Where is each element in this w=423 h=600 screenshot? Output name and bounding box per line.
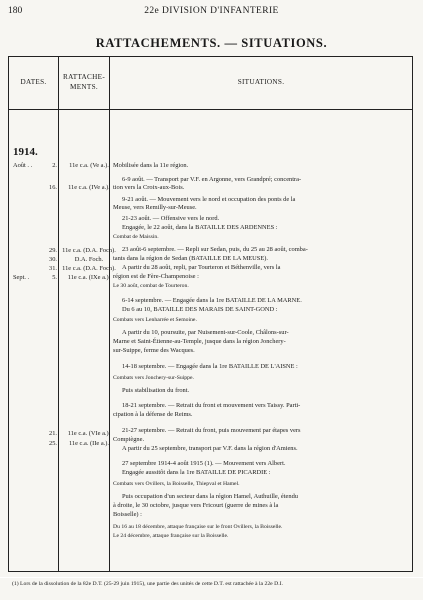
page-header <box>8 6 415 20</box>
situation-line: Du 16 au 18 décembre, attaque française sur le front Ovillers, la Boisselle. <box>113 524 283 530</box>
situation-line: 21-27 septembre. — Retrait du front, puis mouvement par étapes vers <box>122 427 301 434</box>
situation-line: à droite, le 30 octobre, jusque vers Fricourt (guerre de mines à la <box>113 502 279 509</box>
footnote-rule <box>0 577 423 578</box>
rattachement: 11e c.a. (IXe a.). <box>67 274 111 281</box>
date-day: 30. <box>49 256 57 263</box>
column-divider <box>109 57 110 571</box>
date-day: 29. <box>49 247 57 254</box>
footnote: (1) Lors de la dissolution de la 82e D.T. (25-29 juin 1915), une partie des unités de cette D.T. est rattachée à la 22e D.I. <box>12 581 283 587</box>
situation-line: 6-14 septembre. — Engagée dans la 1re BATAILLE DE LA MARNE. <box>122 297 302 304</box>
situation-line: 14-18 septembre. — Engagée dans la 1re BATAILLE DE L'AISNE : <box>122 363 298 370</box>
situation-line: Compiègne. <box>113 436 145 443</box>
situation-line: 18-21 septembre. — Retrait du front et mouvement vers Taissy. Parti- <box>122 402 301 409</box>
column-header-situations: SITUATIONS. <box>237 78 285 87</box>
situation-line: A partir du 10, poursuite, par Nuisement-sur-Coole, Châlons-sur- <box>122 329 289 336</box>
year-label: 1914. <box>13 146 38 158</box>
situation-line: Le 24 décembre, attaque française sur la Boisselle. <box>113 533 229 539</box>
situation-line: 27 septembre 1914-4 août 1915 (1). — Mouvement vers Albert. <box>122 460 286 467</box>
date-day: 2. <box>52 162 57 169</box>
situation-line: Combats vers Lenharrée et Semoine. <box>113 317 197 323</box>
situation-line: 23 août-6 septembre. — Repli sur Sedan, puis, du 25 au 28 août, comba- <box>122 246 308 253</box>
page-number: 180 <box>8 6 23 16</box>
date-month: Août . . <box>13 162 33 169</box>
rattachement: 11e c.a. (IIe a.). <box>68 440 110 447</box>
section-title: RATTACHEMENTS. — SITUATIONS. <box>95 36 328 50</box>
date-day: 16. <box>49 184 57 191</box>
column-divider <box>58 57 59 571</box>
situation-line: Combats vers Ovillers, la Boisselle, Thiepval et Hamel. <box>113 481 240 487</box>
rattachement: 11e c.a. (D.A. Foch). <box>62 265 116 272</box>
situation-line: A partir du 28 août, repli, par Tourteron et Béthenville, vers la <box>122 264 281 271</box>
situation-line: tants dans la région de Sedan (BATAILLE DE LA MEUSE). <box>113 255 268 262</box>
date-day: 31. <box>49 265 57 272</box>
situation-line: Meuse, vers Remilly-sur-Meuse. <box>113 204 197 211</box>
situation-line: 21-23 août. — Offensive vers le nord. <box>122 215 220 222</box>
date-day: 25. <box>49 440 57 447</box>
situation-line: Puis occupation d'un secteur dans la région Hamel, Authuille, étendu <box>122 493 298 500</box>
situation-line: Combats vers Jonchery-sur-Suippe. <box>113 375 194 381</box>
situation-line: Puis stabilisation du front. <box>122 387 190 394</box>
situation-line: Engagée, le 22 août, dans la BATAILLE DES ARDENNES : <box>122 224 278 231</box>
situation-line: tion vers la Croix-aux-Bois. <box>113 184 185 191</box>
column-header-dates: DATES. <box>20 78 47 87</box>
column-header-rattachements: RATTACHE- MENTS. <box>62 73 106 91</box>
rattachement: 11e c.a. (VIe a.). <box>67 430 111 437</box>
situation-line: Mobilisée dans la 11e région. <box>113 162 189 169</box>
date-month: Sept. . <box>13 274 30 281</box>
header-rule <box>9 109 412 110</box>
history-table <box>8 56 413 572</box>
date-day: 21. <box>49 430 57 437</box>
situation-line: Boisselle) : <box>113 511 142 518</box>
date-day: 5. <box>52 274 57 281</box>
situation-line: Le 30 août, combat de Tourteron. <box>113 283 189 289</box>
situation-line: Engagée aussitôt dans la 1re BATAILLE DE PICARDIE : <box>122 469 271 476</box>
rattachement: 11e c.a. (Ve a.). <box>69 162 109 169</box>
situation-line: 6-9 août. — Transport par V.F. en Argonne, vers Grandpré; concentra- <box>122 176 302 183</box>
rattachement: 11e c.a. (IVe a.). <box>68 184 110 191</box>
rattachement: 11e c.a. (D.A. Foch). <box>62 247 116 254</box>
situation-line: cipation à la défense de Reims. <box>113 411 193 418</box>
rattachement: D.A. Foch. <box>74 256 104 263</box>
situation-line: Du 6 au 10, BATAILLE DES MARAIS DE SAINT-GOND : <box>122 306 278 313</box>
situation-line: Marne et Saint-Étienne-au-Temple, jusque dans la région Jonchery- <box>113 338 286 345</box>
situation-line: sur-Suippe, ferme des Wacques. <box>113 347 195 354</box>
running-title: 22e DIVISION D'INFANTERIE <box>144 6 279 16</box>
situation-line: 9-21 août. — Mouvement vers le nord et occupation des ponts de la <box>122 196 296 203</box>
situation-line: A partir du 25 septembre, transport par V.F. dans la région d'Amiens. <box>122 445 298 452</box>
situation-line: région est de Fère-Champenoise : <box>113 273 199 280</box>
situation-line: Combat de Maissin. <box>113 234 159 240</box>
